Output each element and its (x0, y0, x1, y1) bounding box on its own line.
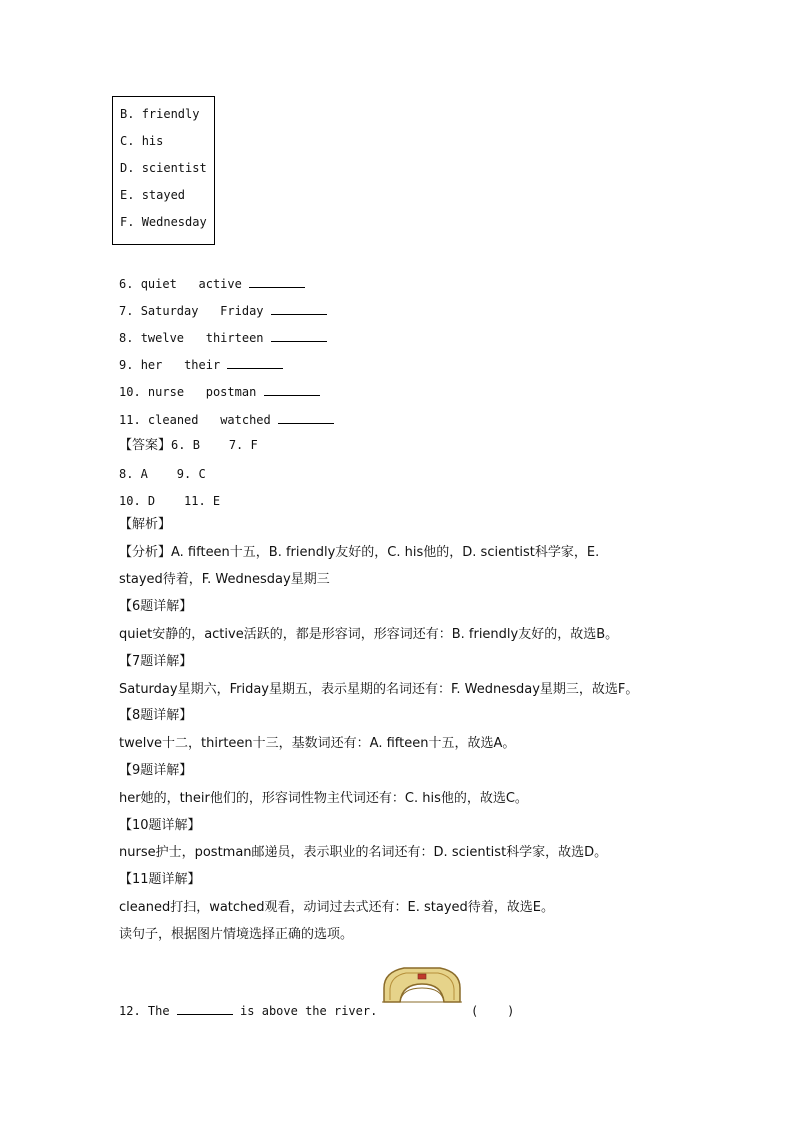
answer-blank[interactable] (278, 413, 334, 424)
answer-blank[interactable] (271, 304, 327, 315)
question-10: 10. nurse postman (119, 384, 320, 400)
answer-blank[interactable] (264, 385, 320, 396)
answer-blank[interactable] (177, 1004, 233, 1015)
answer-row-1: 【答案】6. B 7. F (119, 438, 258, 453)
question-6: 6. quiet active (119, 276, 305, 292)
answer-row-3: 10. D 11. E (119, 494, 221, 508)
option-f: F. Wednesday (120, 215, 207, 229)
detail-heading-7: 【7题详解】 (119, 654, 193, 669)
detail-heading-8: 【8题详解】 (119, 708, 193, 723)
options-box (112, 96, 215, 245)
detail-heading-9: 【9题详解】 (119, 763, 193, 778)
answer-row-2: 8. A 9. C (119, 467, 206, 481)
analysis-summary-line-1: 【分析】A. fifteen十五，B. friendly友好的，C. his他的，D. scientist科学家，E. (119, 545, 600, 560)
answer-blank[interactable] (271, 331, 327, 342)
option-b: B. friendly (120, 107, 200, 121)
detail-heading-6: 【6题详解】 (119, 599, 193, 614)
detail-heading-10: 【10题详解】 (119, 818, 201, 833)
answer-blank[interactable] (227, 358, 283, 369)
detail-text-6: quiet安静的，active活跃的，都是形容词，形容词还有：B. friendly友好的，故选B。 (119, 627, 619, 642)
answer-blank[interactable] (249, 277, 305, 288)
question-11: 11. cleaned watched (119, 412, 334, 428)
instruction: 读句子，根据图片情境选择正确的选项。 (119, 927, 354, 942)
analysis-heading: 【解析】 (119, 517, 172, 532)
option-d: D. scientist (120, 161, 207, 175)
answer-parentheses[interactable]: ( ) (471, 1004, 515, 1018)
detail-text-11: cleaned打扫，watched观看，动词过去式还有：E. stayed待着，故选E。 (119, 900, 555, 915)
detail-heading-11: 【11题详解】 (119, 872, 201, 887)
detail-text-8: twelve十二，thirteen十三，基数词还有：A. fifteen十五，故选A。 (119, 736, 516, 751)
bridge-icon (382, 962, 462, 1004)
detail-text-10: nurse护士，postman邮递员，表示职业的名词还有：D. scientist科学家，故选D。 (119, 845, 608, 860)
question-7: 7. Saturday Friday (119, 303, 327, 319)
analysis-summary-line-2: stayed待着，F. Wednesday星期三 (119, 572, 330, 587)
question-8: 8. twelve thirteen (119, 330, 327, 346)
question-9: 9. her their (119, 357, 283, 373)
detail-text-7: Saturday星期六，Friday星期五，表示星期的名词还有：F. Wednesday星期三，故选F。 (119, 682, 639, 697)
option-e: E. stayed (120, 188, 186, 202)
detail-text-9: her她的，their他们的，形容词性物主代词还有：C. his他的，故选C。 (119, 791, 528, 806)
question-12: 12. The is above the river. (119, 1004, 378, 1018)
option-c: C. his (120, 134, 164, 148)
